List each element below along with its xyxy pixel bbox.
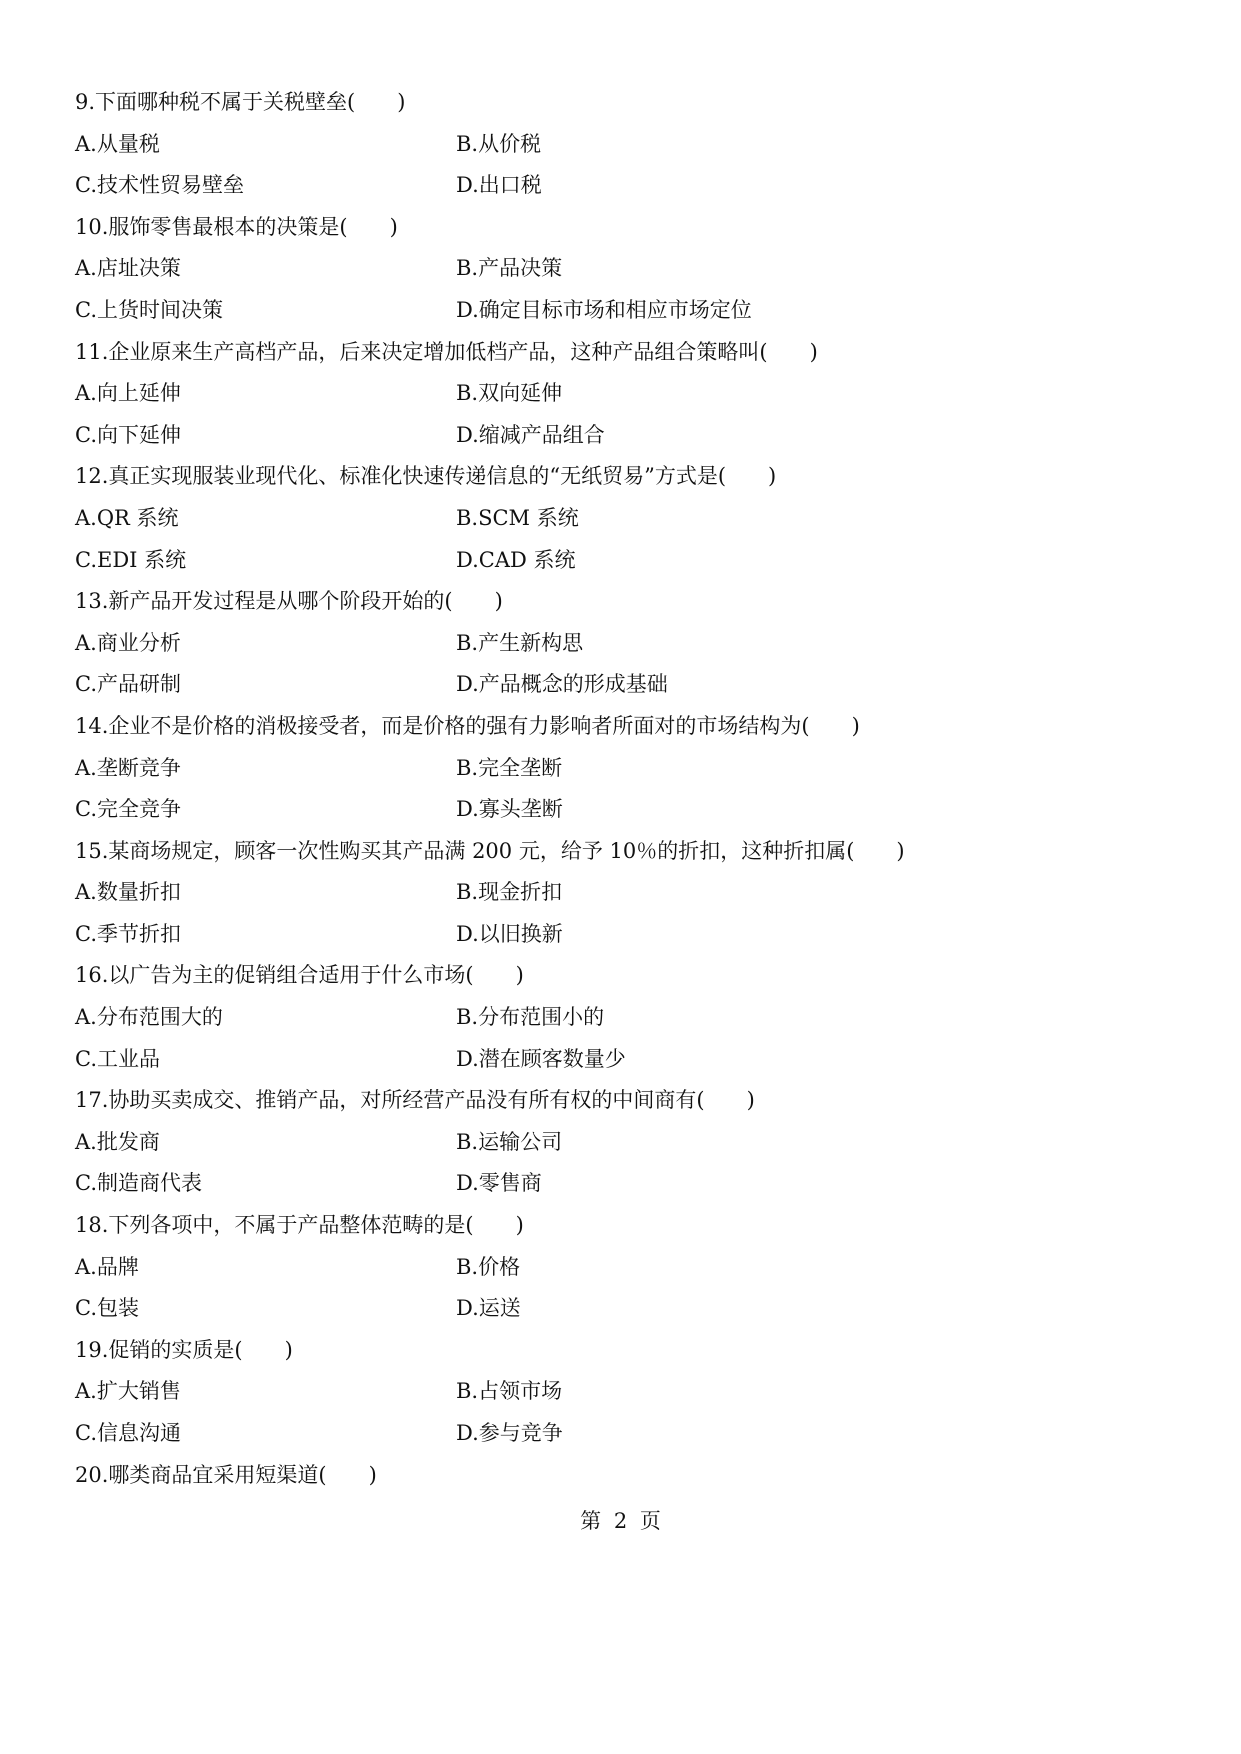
option-row <box>75 373 1175 415</box>
option-c: C.EDI 系统 <box>75 547 187 572</box>
option-c: C.向下延伸 <box>75 422 181 447</box>
option-row <box>75 248 1175 290</box>
option-c: C.季节折扣 <box>75 921 181 946</box>
question-stem: 14.企业不是价格的消极接受者，而是价格的强有力影响者所面对的市场结构为( ) <box>75 713 860 738</box>
question-stem: 9.下面哪种税不属于关税壁垒( ) <box>75 90 406 114</box>
question-13 <box>75 581 1175 706</box>
question-19 <box>75 1330 1175 1455</box>
option-row <box>75 1122 1175 1164</box>
option-a: A.从量税 <box>75 131 160 156</box>
option-b: B.现金折扣 <box>456 880 563 905</box>
option-row <box>75 872 1175 914</box>
question-20 <box>75 1455 1175 1497</box>
question-stem: 20.哪类商品宜采用短渠道( ) <box>75 1462 377 1487</box>
option-c: C.产品研制 <box>75 672 181 697</box>
option-row <box>75 415 1175 457</box>
option-c: C.完全竞争 <box>75 797 181 822</box>
option-row <box>75 748 1175 790</box>
option-b: B.SCM 系统 <box>456 505 579 530</box>
exam-page <box>75 82 1175 1496</box>
option-d: D.产品概念的形成基础 <box>456 672 668 697</box>
option-row <box>75 540 1175 582</box>
option-row <box>75 1371 1175 1413</box>
option-c: C.制造商代表 <box>75 1171 202 1196</box>
option-d: D.确定目标市场和相应市场定位 <box>456 297 752 322</box>
question-stem: 12.真正实现服装业现代化、标准化快速传递信息的“无纸贸易”方式是( ) <box>75 464 777 489</box>
question-18 <box>75 1205 1175 1330</box>
option-c: C.包装 <box>75 1296 139 1321</box>
option-row <box>75 623 1175 665</box>
option-row <box>75 1413 1175 1455</box>
question-15 <box>75 831 1175 956</box>
option-row <box>75 290 1175 332</box>
question-stem: 18.下列各项中，不属于产品整体范畴的是( ) <box>75 1213 524 1238</box>
question-stem: 13.新产品开发过程是从哪个阶段开始的( ) <box>75 589 503 614</box>
question-stem: 17.协助买卖成交、推销产品，对所经营产品没有所有权的中间商有( ) <box>75 1088 755 1113</box>
question-stem: 11.企业原来生产高档产品，后来决定增加低档产品，这种产品组合策略叫( ) <box>75 339 818 364</box>
option-b: B.分布范围小的 <box>456 1005 605 1030</box>
option-d: D.以旧换新 <box>456 921 563 946</box>
question-stem: 10.服饰零售最根本的决策是( ) <box>75 214 398 239</box>
option-row <box>75 789 1175 831</box>
option-b: B.产品决策 <box>456 256 563 281</box>
option-d: D.缩减产品组合 <box>456 422 605 447</box>
question-10 <box>75 207 1175 332</box>
option-a: A.品牌 <box>75 1254 139 1279</box>
option-row <box>75 165 1175 207</box>
option-b: B.占领市场 <box>456 1379 563 1404</box>
question-14 <box>75 706 1175 831</box>
option-a: A.店址决策 <box>75 256 181 281</box>
option-b: B.运输公司 <box>456 1129 563 1154</box>
option-d: D.参与竞争 <box>456 1421 563 1445</box>
option-d: D.零售商 <box>456 1171 542 1196</box>
option-d: D.CAD 系统 <box>456 547 576 572</box>
option-a: A.垄断竞争 <box>75 755 181 780</box>
page-number: 第 2 页 <box>580 1509 661 1533</box>
option-c: C.工业品 <box>75 1046 160 1071</box>
option-row <box>75 1163 1175 1205</box>
question-stem: 19.促销的实质是( ) <box>75 1337 293 1362</box>
question-9 <box>75 82 1175 207</box>
option-row <box>75 997 1175 1039</box>
option-row <box>75 498 1175 540</box>
option-a: A.分布范围大的 <box>75 1005 223 1030</box>
option-row <box>75 1247 1175 1289</box>
option-a: A.批发商 <box>75 1129 160 1154</box>
option-b: B.双向延伸 <box>456 381 563 406</box>
option-d: D.出口税 <box>456 173 542 198</box>
option-row <box>75 1288 1175 1330</box>
option-c: C.信息沟通 <box>75 1421 181 1445</box>
option-row <box>75 124 1175 166</box>
option-a: A.扩大销售 <box>75 1379 181 1404</box>
option-row <box>75 1039 1175 1081</box>
question-17 <box>75 1080 1175 1205</box>
question-stem: 15.某商场规定，顾客一次性购买其产品满 200 元，给予 10％的折扣，这种折扣属( ) <box>75 838 905 863</box>
question-16 <box>75 955 1175 1080</box>
option-a: A.数量折扣 <box>75 880 181 905</box>
option-row <box>75 664 1175 706</box>
option-row <box>75 914 1175 956</box>
question-stem: 16.以广告为主的促销组合适用于什么市场( ) <box>75 963 524 988</box>
question-12 <box>75 456 1175 581</box>
option-b: B.价格 <box>456 1254 521 1279</box>
option-d: D.运送 <box>456 1296 521 1321</box>
option-a: A.商业分析 <box>75 630 181 655</box>
option-b: B.产生新构思 <box>456 630 584 655</box>
option-c: C.上货时间决策 <box>75 297 223 322</box>
option-a: A.QR 系统 <box>75 505 179 530</box>
option-d: D.寡头垄断 <box>456 797 563 822</box>
question-11 <box>75 332 1175 457</box>
option-b: B.从价税 <box>456 131 542 156</box>
option-d: D.潜在顾客数量少 <box>456 1046 626 1071</box>
option-a: A.向上延伸 <box>75 381 181 406</box>
option-b: B.完全垄断 <box>456 755 563 780</box>
option-c: C.技术性贸易壁垒 <box>75 173 244 198</box>
